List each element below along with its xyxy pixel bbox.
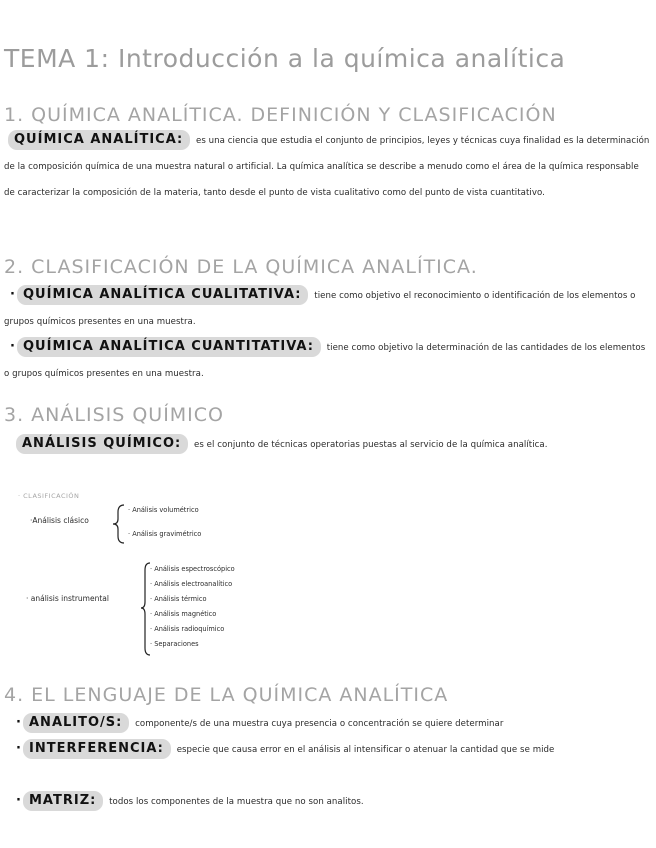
section-1-heading: 1. QUÍMICA ANALÍTICA. DEFINICIÓN Y CLASIFICACIÓN xyxy=(4,104,557,126)
section-4-item-3: · MATRIZ: todos los componentes de la muestra que no son analitos. xyxy=(4,788,650,815)
definition-analito: componente/s de una muestra cuya presencia o concentración se quiere determinar xyxy=(135,719,504,729)
page-title: TEMA 1: Introducción a la química analítica xyxy=(4,44,566,73)
section-4-item-2: · INTERFERENCIA: especie que causa error en el análisis al intensificar o atenuar la cantidad que se mide xyxy=(4,736,650,763)
definition-cuantitativa: tiene como objetivo la determinación de las cantidades de los elementos o grupos químicos presentes en una muestra. xyxy=(4,343,646,379)
term-matriz: MATRIZ: xyxy=(23,791,103,811)
classification-label: · CLASIFICACIÓN xyxy=(18,492,80,500)
section-4-heading: 4. EL LENGUAJE DE LA QUÍMICA ANALÍTICA xyxy=(4,684,449,706)
term-cuantitativa: QUÍMICA ANALÍTICA CUANTITATIVA: xyxy=(17,337,321,357)
definition-cualitativa: tiene como objetivo el reconocimiento o identificación de los elementos o grupos químicos presentes en una muestra. xyxy=(4,291,636,327)
section-2-heading: 2. CLASIFICACIÓN DE LA QUÍMICA ANALÍTICA. xyxy=(4,256,478,278)
instrumental-item: · Separaciones xyxy=(150,640,199,648)
section-3-heading: 3. ANÁLISIS QUÍMICO xyxy=(4,404,225,426)
instrumental-item: · Análisis magnético xyxy=(150,610,217,618)
instrumental-item: · Análisis térmico xyxy=(150,595,207,603)
section-4-item-1: · ANALITO/S: componente/s de una muestra cuya presencia o concentración se quiere determinar xyxy=(4,710,650,737)
term-analisis-quimico: ANÁLISIS QUÍMICO: xyxy=(16,434,188,454)
instrumental-item: · Análisis espectroscópico xyxy=(150,565,235,573)
classic-brace-icon xyxy=(112,504,126,544)
term-analito: ANALITO/S: xyxy=(23,713,129,733)
section-1-paragraph xyxy=(4,128,650,206)
section-2-item-1: · QUÍMICA ANALÍTICA CUALITATIVA: tiene como objetivo el reconocimiento o identificación de los elementos o grupos químicos presentes en una muestra. xyxy=(4,287,636,327)
instrumental-item: · Análisis radioquímico xyxy=(150,625,225,633)
section-2-item-2: · QUÍMICA ANALÍTICA CUANTITATIVA: tiene como objetivo la determinación de las cantidades de los elementos o grupos químicos presentes en una muestra. xyxy=(4,339,646,379)
section-3-paragraph xyxy=(4,432,650,458)
term-cualitativa: QUÍMICA ANALÍTICA CUALITATIVA: xyxy=(17,285,308,305)
classic-item: · Análisis volumétrico xyxy=(128,506,199,514)
term-interferencia: INTERFERENCIA: xyxy=(23,739,171,759)
classic-analysis-label: ·Análisis clásico xyxy=(30,516,89,525)
definition-matriz: todos los componentes de la muestra que no son analitos. xyxy=(109,797,364,807)
instrumental-item: · Análisis electroanalítico xyxy=(150,580,233,588)
term-quimica-analitica: QUÍMICA ANALÍTICA: xyxy=(8,130,190,150)
classic-item: · Análisis gravimétrico xyxy=(128,530,202,538)
definition-analisis-quimico: es el conjunto de técnicas operatorias puestas al servicio de la química analítica. xyxy=(194,440,548,450)
definition-interferencia: especie que causa error en el análisis al intensificar o atenuar la cantidad que se mide xyxy=(176,745,555,755)
definition-quimica-analitica: es una ciencia que estudia el conjunto de principios, leyes y técnicas cuya finalidad es la determinación de la composición química de una muestra natural o artificial. La química analítica se describe a menudo como el área de la química responsable de caracterizar la composición de la materia, tanto desde el punto de vista cualitativo como del punto de vista cuantitativo. xyxy=(4,136,650,198)
instrumental-analysis-label: · análisis instrumental xyxy=(26,594,109,603)
